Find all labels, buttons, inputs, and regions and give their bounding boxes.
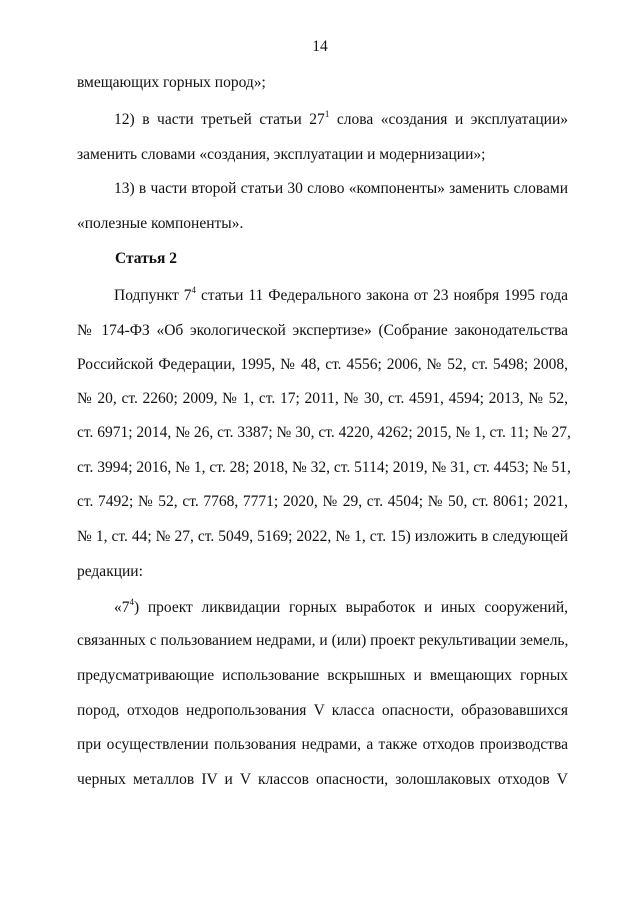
text-line: Российской Федерации, 1995, № 48, ст. 4556; 2006, № 52, ст. 5498; 2008, — [77, 356, 568, 373]
text-line: черных металлов IV и V классов опасности, золошлаковых отходов V — [77, 771, 568, 788]
text-line: вмещающих горных пород»; — [77, 74, 266, 91]
text-line: при осуществлении пользования недрами, а также отходов производства — [77, 736, 568, 753]
text-line: ст. 6971; 2014, № 26, ст. 3387; № 30, ст. 4220, 4262; 2015, № 1, ст. 11; № 27, — [77, 424, 571, 441]
text-line: ст. 3994; 2016, № 1, ст. 28; 2018, № 32, ст. 5114; 2019, № 31, ст. 4453; № 51, — [77, 459, 571, 476]
article-heading: Статья 2 — [115, 250, 177, 267]
text-line: редакции: — [77, 563, 143, 580]
text-fragment: 12) в части третьей статьи 27 — [114, 111, 325, 128]
text-fragment: слова «создания и эксплуатации» — [329, 111, 568, 128]
text-line: связанных с пользованием недрами, и (или) проект рекультивации земель, — [77, 632, 569, 649]
superscript: 4 — [129, 596, 134, 607]
text-line: заменить словами «создания, эксплуатации и модернизации»; — [77, 146, 486, 163]
text-line — [114, 598, 568, 618]
text-line: пород, отходов недропользования V класса опасности, образовавшихся — [77, 702, 568, 719]
text-line — [114, 286, 568, 306]
text-fragment: Подпункт 7 — [114, 287, 192, 304]
text-line — [114, 110, 568, 130]
text-line: «полезные компоненты». — [77, 215, 244, 232]
text-fragment: ) проект ликвидации горных выработок и иных сооружений, — [134, 599, 568, 616]
text-line: 13) в части второй статьи 30 слово «компоненты» заменить словами — [114, 180, 568, 197]
text-fragment: статьи 11 Федерального закона от 23 ноября 1995 года — [196, 287, 568, 304]
superscript: 1 — [324, 108, 330, 119]
page-number: 14 — [312, 38, 328, 55]
text-line: № 174-ФЗ «Об экологической экспертизе» (Собрание законодательства — [77, 322, 568, 339]
text-line: ст. 7492; № 52, ст. 7768, 7771; 2020, № 29, ст. 4504; № 50, ст. 8061; 2021, — [77, 493, 568, 510]
text-line: № 1, ст. 44; № 27, ст. 5049, 5169; 2022, № 1, ст. 15) изложить в следующей — [77, 528, 568, 545]
text-line: предусматривающие использование вскрышных и вмещающих горных — [77, 667, 568, 684]
superscript: 4 — [191, 284, 197, 295]
text-line: № 20, ст. 2260; 2009, № 1, ст. 17; 2011, № 30, ст. 4591, 4594; 2013, № 52, — [77, 390, 568, 407]
text-fragment: «7 — [114, 599, 130, 616]
